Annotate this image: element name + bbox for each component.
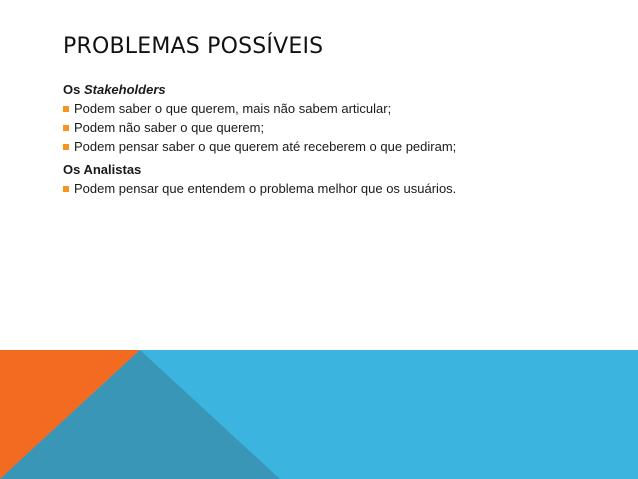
footer-decoration	[0, 350, 638, 479]
bullet-text: Podem pensar saber o que querem até receberem o que pediram;	[74, 139, 457, 154]
group-heading-analistas	[63, 160, 623, 179]
square-bullet-icon	[63, 106, 69, 112]
bullet-item	[63, 137, 623, 156]
bullet-list-analistas	[63, 179, 623, 198]
bullet-text: Podem não saber o que querem;	[74, 120, 265, 135]
square-bullet-icon	[63, 144, 69, 150]
group-heading-stakeholders	[63, 80, 623, 99]
bullet-item	[63, 179, 623, 198]
group-heading-prefix: Os Analistas	[63, 162, 142, 177]
bullet-text: Podem pensar que entendem o problema melhor que os usuários.	[74, 181, 457, 196]
bullet-item	[63, 118, 623, 137]
slide-content	[63, 80, 623, 198]
bullet-text: Podem saber o que querem, mais não sabem articular;	[74, 101, 392, 116]
group-heading-prefix: Os	[63, 82, 84, 97]
bullet-list-stakeholders	[63, 99, 623, 156]
bullet-item	[63, 99, 623, 118]
group-heading-emphasis: Stakeholders	[83, 82, 166, 97]
square-bullet-icon	[63, 125, 69, 131]
slide-title: PROBLEMAS POSSÍVEIS	[63, 34, 324, 59]
square-bullet-icon	[63, 186, 69, 192]
